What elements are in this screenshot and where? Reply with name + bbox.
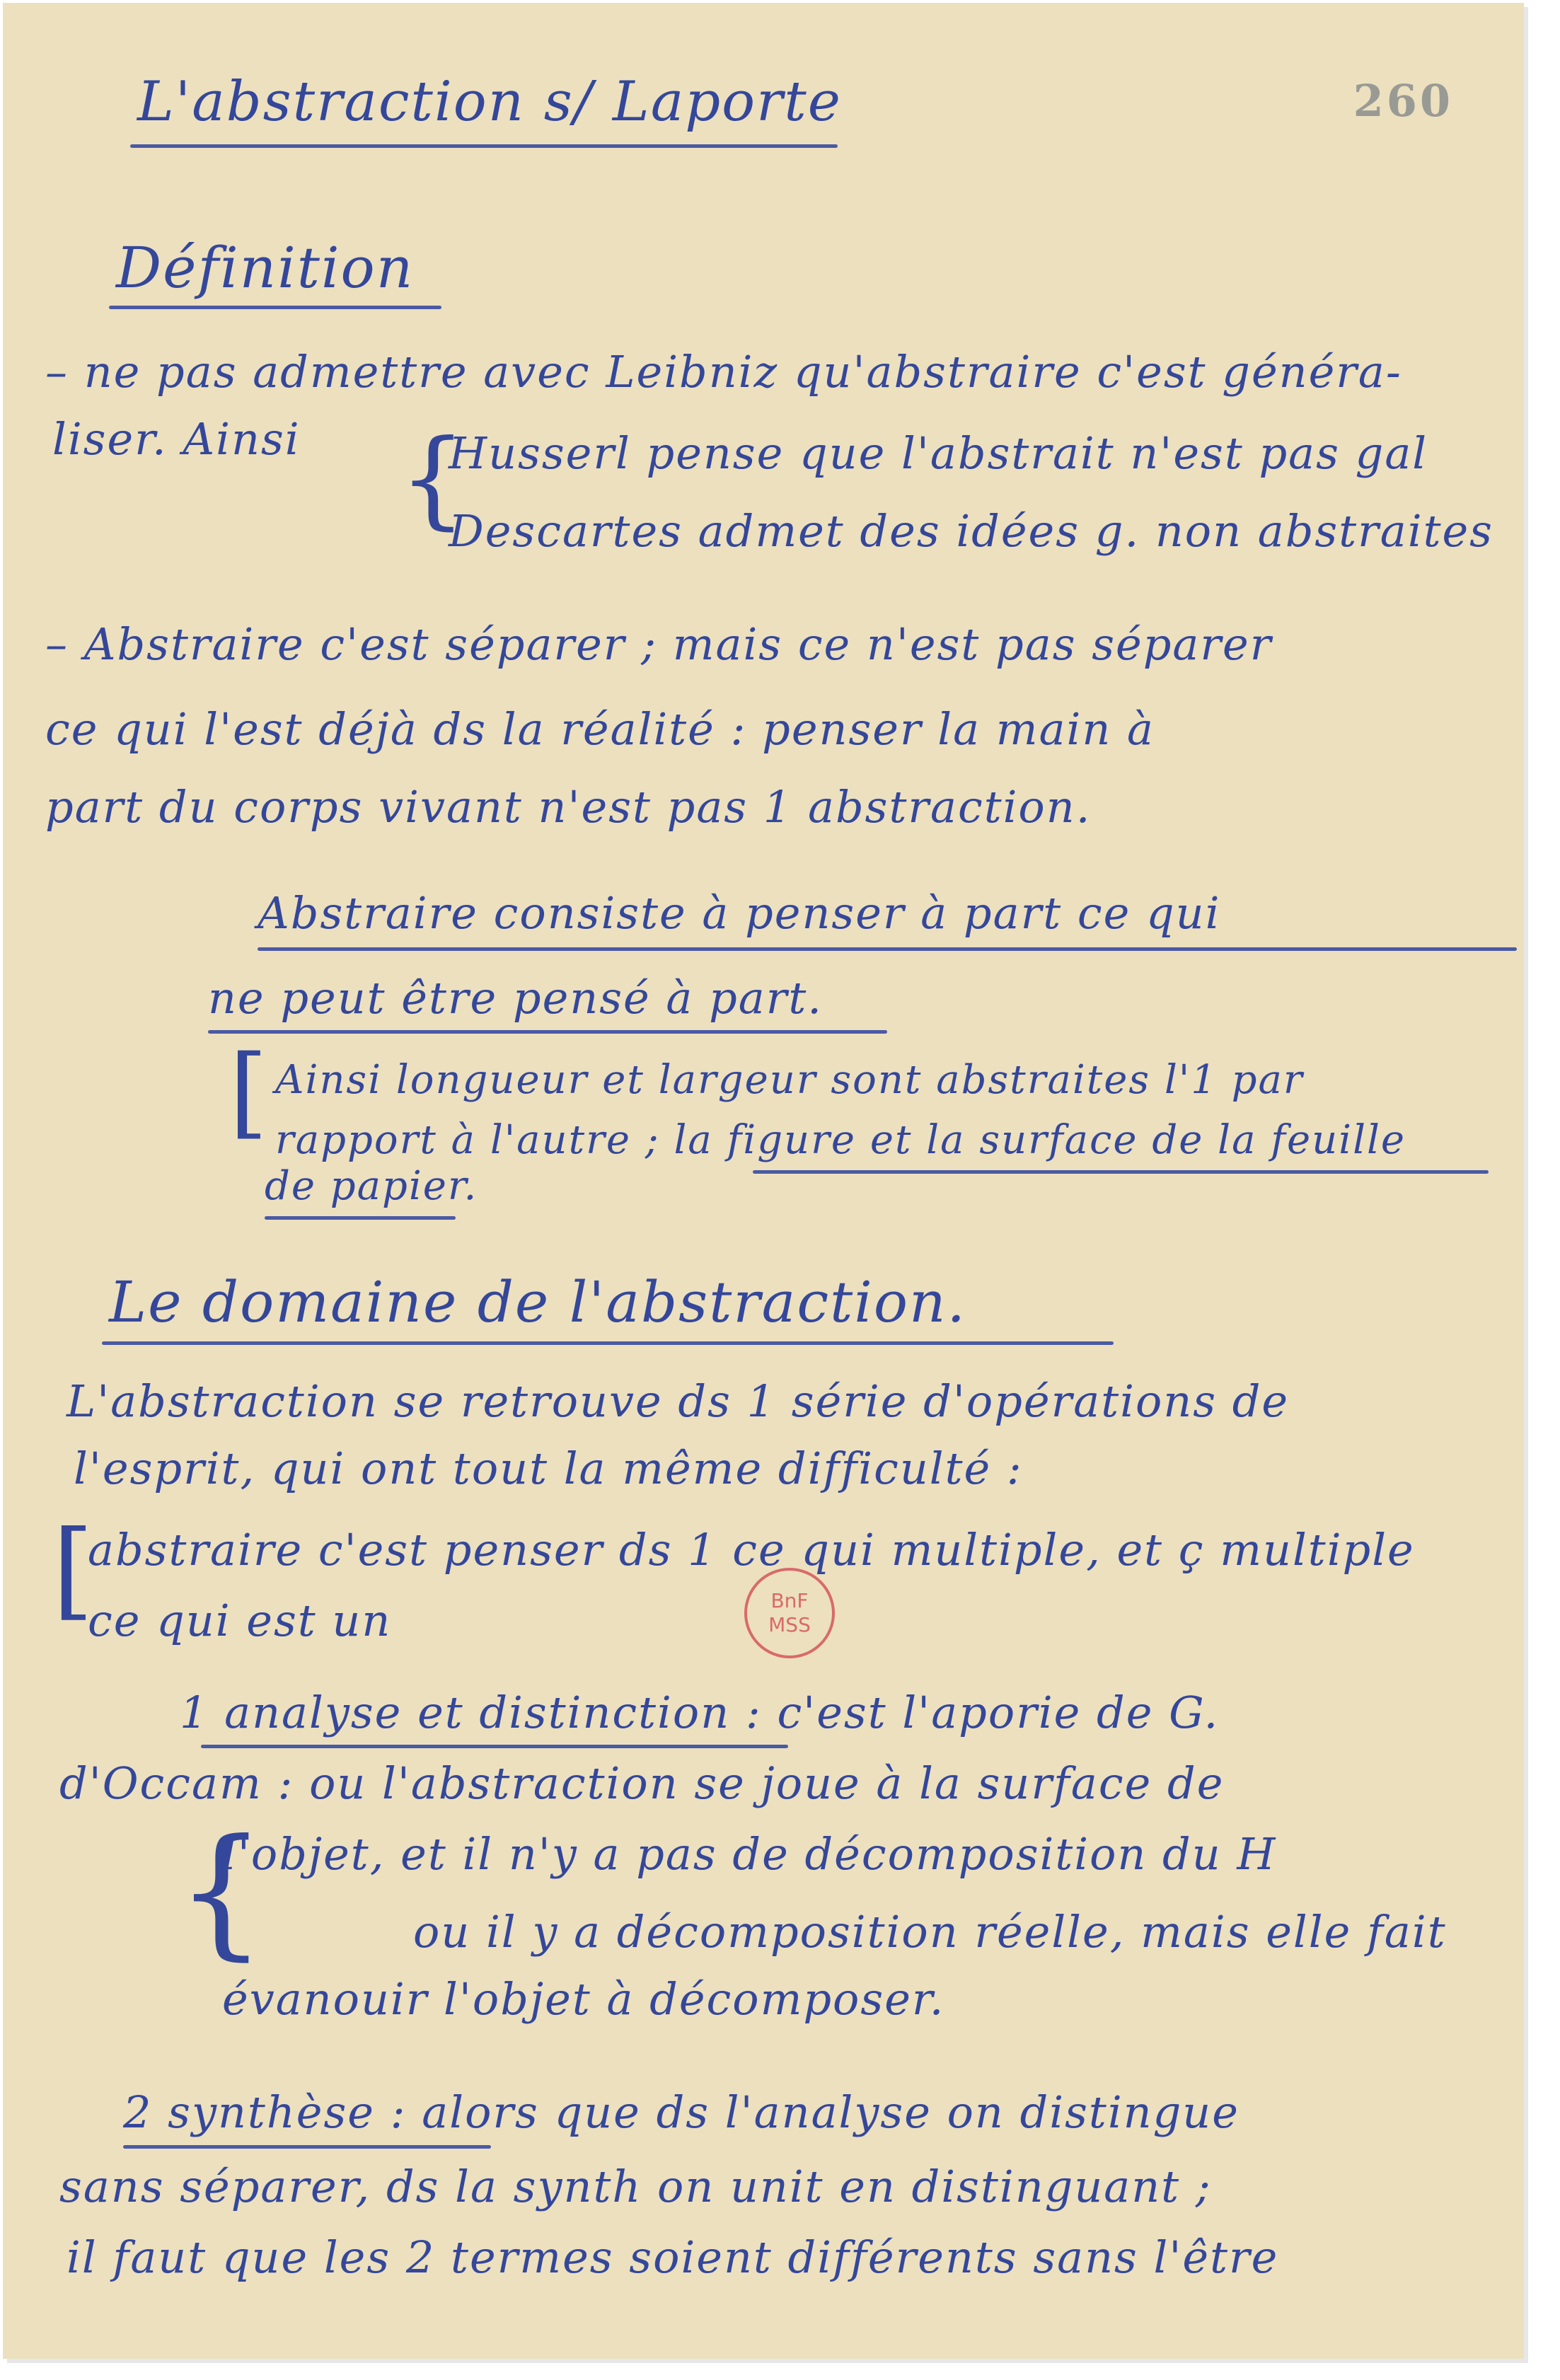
text-line: 2 synthèse : alors que ds l'analyse on distingue xyxy=(123,2086,1240,2138)
text-line: ne peut être pensé à part. xyxy=(208,972,824,1024)
library-stamp xyxy=(744,1568,835,1658)
page-title: L'abstraction s/ Laporte xyxy=(137,70,842,134)
heading-definition: Définition xyxy=(116,235,415,301)
text-line: d'Occam : ou l'abstraction se joue à la surface de xyxy=(59,1757,1225,1809)
underline xyxy=(201,1745,788,1748)
text-line: ce qui est un xyxy=(88,1595,392,1646)
brace: [ xyxy=(229,1034,268,1150)
text-line: l'esprit, qui ont tout la même difficulté : xyxy=(74,1443,1023,1494)
text-line: de papier. xyxy=(265,1163,478,1209)
text-line: – ne pas admettre avec Leibniz qu'abstraire c'est généra- xyxy=(45,346,1402,398)
text-line: ce qui l'est déjà ds la réalité : penser la main à xyxy=(45,703,1155,755)
text-line: Abstraire consiste à penser à part ce qui xyxy=(258,887,1221,939)
text-line: 1 analyse et distinction : c'est l'aporie de G. xyxy=(180,1687,1220,1738)
text-line: il faut que les 2 termes soient différents sans l'être xyxy=(67,2231,1279,2283)
text-line: l'objet, et il n'y a pas de décomposition du H xyxy=(222,1828,1277,1880)
text-line: part du corps vivant n'est pas 1 abstraction. xyxy=(45,781,1092,833)
underline xyxy=(123,2145,491,2149)
text-line: ou il y a décomposition réelle, mais elle fait xyxy=(413,1906,1447,1958)
text-line: L'abstraction se retrouve ds 1 série d'opérations de xyxy=(67,1375,1290,1427)
text-line: abstraire c'est penser ds 1 ce qui multiple, et ç multiple xyxy=(88,1524,1415,1576)
text-line: sans séparer, ds la synth on unit en distinguant ; xyxy=(59,2161,1212,2212)
text-line: rapport à l'autre ; la figure et la surface de la feuille xyxy=(275,1117,1406,1163)
heading-definition-underline xyxy=(109,306,441,309)
text-line: – Abstraire c'est séparer ; mais ce n'est pas séparer xyxy=(45,618,1273,670)
text-line: évanouir l'objet à décomposer. xyxy=(222,1973,945,2025)
stamp-line2: MSS xyxy=(768,1613,811,1636)
underline xyxy=(753,1170,1489,1174)
heading-domain: Le domaine de l'abstraction. xyxy=(109,1269,966,1335)
page-number: 260 xyxy=(1353,75,1453,127)
stamp-line1: BnF xyxy=(770,1589,809,1612)
underline xyxy=(258,947,1517,951)
text-line: Husserl pense que l'abstrait n'est pas gal xyxy=(449,427,1428,479)
text-line: Descartes admet des idées g. non abstraites xyxy=(449,505,1494,557)
heading-domain-underline xyxy=(102,1341,1114,1345)
text-line: Ainsi longueur et largeur sont abstraites l'1 par xyxy=(275,1057,1304,1103)
text-line: liser. Ainsi xyxy=(52,413,301,465)
title-underline xyxy=(130,144,838,148)
brace: { xyxy=(399,417,467,541)
underline xyxy=(265,1216,456,1220)
brace: { xyxy=(176,1809,267,1974)
manuscript-page xyxy=(3,3,1524,2359)
brace: [ xyxy=(52,1508,94,1631)
underline xyxy=(208,1030,887,1034)
